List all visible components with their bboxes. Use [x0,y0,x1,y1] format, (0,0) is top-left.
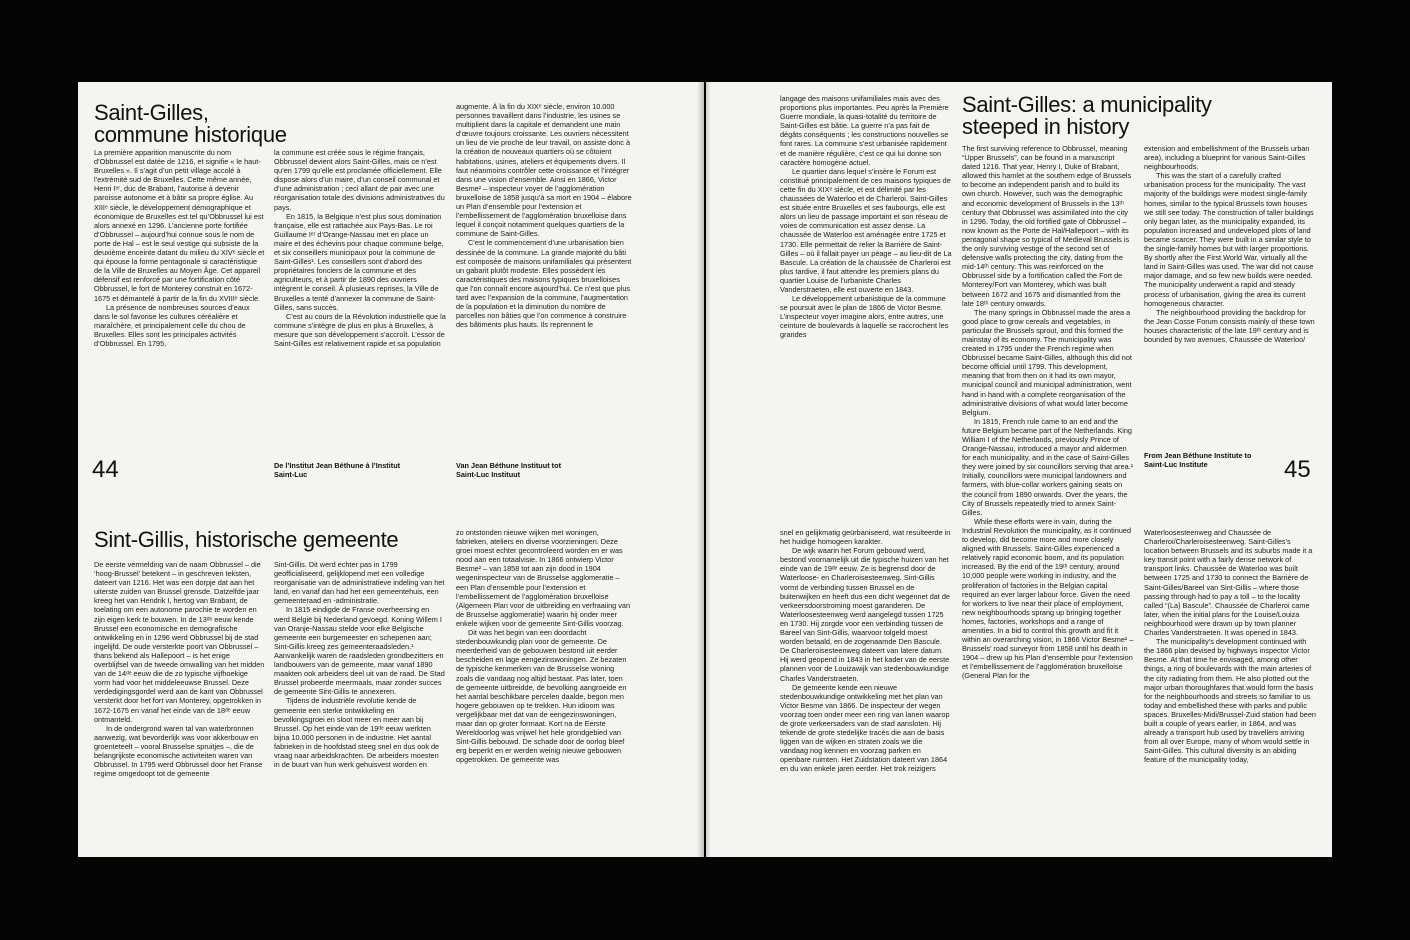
nl-cont-para: De wijk waarin het Forum gebouwd werd, bestond voornamelijk uit die typische huizen van het einde van de 19ᵈᵉ eeuw. Ze is begrensd door de Waterloose- en Charleroisesteenweg. Sint-Gillis vormt de verbinding tussen Brussel en de buitenwijken en heeft dus een dicht wegennet dat de verkeersdoorstroming moest garanderen. De Waterloosesteenweg werd aangelegd tussen 1725 en 1730. Hij zorgde voor een verbinding tussen de Bareel van Sint-Gillis, waarvoor tolgeld moest worden betaald, en de zogenaamde Den Bascule. De Charleroisesteenweg dateert van latere datum. Hij werd geopend in 1843 in het kader van de eerste plannen voor de Louizawijk van stedenbouwkundige Charles Vanderstraeten. [780,546,950,683]
page-number-right: 45 [1284,456,1311,483]
nl-col3-para: Dit was het begin van een doordacht stedenbouwkundig plan voor de gemeente. De meerderheid van de gebouwen bestond uit eerder bescheiden en lage eengezinswoningen. Ze bezaten de typische kenmerken van de Brusselse woning zoals die vandaag nog altijd bestaat. Pas later, toen de gemeente uitbreidde, de bevolking aangroeide en het aantal beschikbare percelen daalde, begon men hogere gebouwen op te trekken. Hun idioom was vergelijkbaar met dat van de eengezinswoningen, maar dan op groter formaat. Kort na de Eerste Wereldoorlog was vrijwel het hele grondgebied van Sint-Gillis bebouwd. De schade door de oorlog bleef erg beperkt en er werden weinig nieuwe gebouwen opgetrokken. De gemeente was [456,628,627,765]
en-title-line2: steeped in history [962,114,1130,139]
fr-cont-para: langage des maisons unifamiliales mais avec des proportions plus importantes. Peu après la Première Guerre mondiale, la quasi-totalité du territoire de Saint-Gilles est bâtie. La guerre n’a pas fait de dégâts conséquents ; les constructions nouvelles se font rares. La commune s’est urbanisée rapidement et de manière régulière, c’est ce qui lui donne son caractère homogène actuel. [780,94,949,167]
en-column-1 [962,144,1134,852]
fr-col1-para: La présence de nombreuses sources d’eaux dans le sol favorise les cultures céréalière et maraîchère, et principalement celle du chou de Bruxelles. Elles sont les principales activités d’Obbrussel. En 1795, [94,302,250,348]
nl-column-1 [94,560,266,852]
fr-col2-para: En 1815, la Belgique n’est plus sous domination française, elle est rattachée aux Pays-Bas. Le roi Guillaume Iᵉʳ d’Orange-Nassau met en place un maire et des échevins pour chaque commune belge, et six conseillers municipaux pour la commune de Saint-Gilles¹. Les conseillers sont d’abord des propriétaires fonciers de la commune et des agriculteurs, et à partir de 1890 des ouvriers intègrent le conseil. À plusieurs reprises, la Ville de Bruxelles a tenté d’annexer la commune de Saint-Gilles, sans succès. [274,211,444,312]
fr-title-line2: commune historique [94,122,287,147]
en-col2-para: extension and embellishment of the Brussels urban area), including a blueprint for various Saint-Gilles neighbourhoods. [1144,144,1310,172]
nl-col2-para: In 1815 eindigde de Franse overheersing en werd België bij Nederland gevoegd. Koning Willem I van Oranje-Nassau stelde voor elke Belgische gemeente een burgemeester en schepenen aan; Sint-Gillis kreeg zes gemeenteraadsleden.¹ Aanvankelijk waren de raadsleden grondbezitters en landbouwers van de gemeente, maar vanaf 1890 maakten ook arbeiders deel uit van de raad. De Stad Brussel probeerde meermaals, maar zonder succes de gemeente Sint-Gillis te annexeren. [274,605,445,697]
fr-cont-para: Le quartier dans lequel s’insère le Forum est constitué principalement de ces maisons typiques de cette fin du XIXᵉ siècle, et est délimité par les chaussées de Waterloo et de Charleroi. Saint-Gilles est située entre Bruxelles et ses faubourgs, elle est alors un lieu de passage important et son réseau de voies de communication est assez dense. La chaussée de Waterloo est aménagée entre 1725 et 1730. Elle permettait de relier la Barrière de Saint-Gilles – où il fallait payer un péage – au lieu-dit de La Bascule. La création de la chaussée de Charleroi est plus tardive, il faut attendre les premiers plans du quartier Louise de l’urbaniste Charles Vanderstraeten, elle est ouverte en 1843. [780,166,952,294]
en-column-2-lower [1144,528,1316,852]
nl-cont-para: snel en gelijkmatig geürbaniseerd, wat resulteerde in het huidige homogeen karakter. [780,528,951,547]
fr-column-3 [456,102,632,406]
nl-col3-para: zo ontstonden nieuwe wijken met woningen, fabrieken, ateliers en diverse voorzieningen. Deze groei moest echter gecontroleerd worden en er was nood aan een totaalvisie. In 1866 ontwierp Victor Besme² – van 1858 tot aan zijn dood in 1904 wegeninspecteur van de Brusselse agglomeratie – een Plan d’ensemble pour l’extension et l’embellissement de l’agglomération bruxelloise (Algemeen Plan voor de uitbreiding en verfraaiing van de Brusselse agglomeratie) waarin hij onder meer enkele wijken voor de gemeente Sint-Gillis voorzag. [456,528,631,628]
nl-title: Sint-Gillis, historische gemeente [94,527,399,552]
fr-col2-para: la commune est créée sous le régime français, Obbrussel devient alors Saint-Gilles, mais ce n’est qu’en 1799 qu’elle est proclamée officiellement. Elle dispose alors d’un maire, d’un conseil communal et d’une administration ; ceci allant de pair avec une réorganisation totale des divisions administratives du pays. [274,148,445,212]
en-col1-para: The first surviving reference to Obbrussel, meaning “Upper Brussels”, can be found in a manuscript dated 1216. That year, Henry I, Duke of Brabant, allowed this hamlet at the southern edge of Brussels to become an independent parish and to build its own church. However, such was the demographic and economic development of Brussels in the 13ᵗʰ century that Obbrussel was assimilated into the city in 1296. Today, the old fortified gate of Obbrussel – now known as the Porte de Hal/Hallepoort – with its pentagonal shape so typical of Medieval Brussels is the only surviving vestige of the second set of defensive walls protecting the city, dating from the mid-14ᵗʰ century. This was reinforced on the Obbrussel side by a fortification called the Fort de Monterey/Fort van Monterey, which was built between 1672 and 1675 and dismantled from the late 18ᵗʰ century onwards. [962,144,1132,308]
en-col2-lower-para: Waterloosesteenweg and Chaussée de Charleroi/Charleroisesteenweg. Saint-Gilles’s location between Brussels and its suburbs made it a key transit point with a fairly dense network of transport links. Chaussée de Waterloo was built between 1725 and 1730 to connect the Barrière de Saint-Gilles/Bareel van Sint-Gillis – where those passing through had to pay a toll – to the locality called “(La) Bascule”. Chaussée de Charleroi came later, when the initial plans for the Louise/Louiza neighbourhood were drawn up by town planner Charles Vanderstraeten. It was opened in 1843. [1144,528,1313,638]
page-number-left: 44 [92,456,119,483]
left-page [78,82,704,857]
book-gutter [697,82,711,857]
nl-col2-para: Sint-Gillis. Dit werd echter pas in 1799 geofficialiseerd, gelijklopend met een volledige reorganisatie van de administratieve indeling van het land, en vanaf dan had het een gemeentehuis, een gemeenteraad en -administratie. [274,560,445,606]
en-title [962,94,1212,138]
fr-cont-para: Le développement urbanistique de la commune se poursuit avec le plan de 1866 de Victor Besme. L’inspecteur voyer imagine alors, entre autres, une ceinture de boulevards à laquelle se raccrochent les grandes [780,294,949,340]
fr-col2-para: C’est au cours de la Révolution industrielle que la commune s’intègre de plus en plus à Bruxelles, à mesure que son développement s’accroît. L’essor de Saint-Gilles est relativement rapide et sa population [274,311,446,348]
fr-title-line1: Saint-Gilles, [94,100,209,125]
nl-column-3 [456,528,632,852]
en-col2-para: The neighbourhood providing the backdrop for the Jean Cosse Forum consists mainly of these town houses characteristic of the late 19ᵗʰ century and is bounded by two avenues, Chaussée de Waterloo/ [1144,307,1315,344]
nl-col1-para: De eerste vermelding van de naam Obbrussel – die ‘hoog-Brussel’ betekent – in geschreven teksten, dateert van 1216. Het was een dorpje dat aan het uiterste zuiden van Brussel grensde. Datzelfde jaar kreeg het van Hendrik I, hertog van Brabant, de toelating om een autonome parochie te worden en zijn eigen kerk te bouwen. In de 13ᵈᵉ eeuw kende Brussel een economische en demografische ontwikkeling en in 1296 werd Obbrussel bij de stad ingelijfd. De oude versterkte poort van Obbrussel – thans bekend als Hallepoort – is het enige overblijfsel van de tweede omwalling van het midden van de 14ᵈᵉ eeuw die de zo typische vijfhoekige vorm had voor het middeleeuwse Brussel. Deze verdedigingsgordel werd aan de kant van Obbrussel versterkt door het fort van Monterey, opgetrokken in 1672-1675 en vanaf het einde van de 18ᵈᵉ eeuw ontmanteld. [94,560,265,724]
fr-col3-para: C’est le commencement d’une urbanisation bien dessinée de la commune. La grande majorité du bâti est composée de maisons unifamiliales qui présentent un gabarit plutôt modeste. Elles possèdent les caractéristiques des maisons typiques bruxelloises que l’on connaît encore aujourd’hui. Ce n’est que plus tard avec l’expansion de la commune, l’augmentation de la population et la diminution du nombre de parcelles non bâties que l’on commence à construire des bâtiments plus hauts. Ils reprennent le [456,238,632,330]
en-title-line1: Saint-Gilles: a municipality [962,92,1212,117]
nl-column-2 [274,560,446,852]
right-page [706,82,1332,857]
en-col2-lower-para: The municipality’s development continued with the 1866 plan devised by highways inspector Victor Besme. At that time he envisaged, among other things, a ring of boulevards with the main arteries of the city radiating from them. He also plotted out the major urban thoroughfares that would form the basis for the neighbourhoods and streets so familiar to us today and embellished these with parks and public spaces. Bruxelles-Midi/Brussel-Zuid station had been built a couple of years earlier, in 1864, and was already a transport hub used by travellers arriving from all over Europe, many of whom would settle in Saint-Gilles. This cultural diversity is an abiding feature of the municipality today, [1144,637,1316,765]
nl-col2-para: Tijdens de industriële revolutie kende de gemeente een sterke ontwikkeling en bevolkingsgroei en sloot meer en meer aan bij Brussel. Op het einde van de 19ᵈᵉ eeuw werkten bijna 10.000 personen in de industrie. Het aantal fabrieken in de hoofdstad steeg snel en dus ook de vraag naar arbeidskrachten. De arbeiders moesten in de buurt van hun werk gehuisvest worden en [274,696,440,770]
fr-continued-column [780,94,952,386]
running-head-nl: Van Jean Béthune Instituut tot Saint-Luc Instituut [456,461,561,479]
fr-col3-para: augmente. À la fin du XIXᵉ siècle, environ 10.000 personnes travaillent dans l’industrie, les usines se multiplient dans la capitale et demandent une main d’œuvre toujours croissante. Les ouvriers nécessitent un lieu de vie proche de leur travail, on assiste donc à la création de nouveaux quartiers où se côtoient habitations, usines, ateliers et équipements divers. Il faut néanmoins contrôler cette croissance et l’intégrer dans une vision d’ensemble. Ainsi en 1866, Victor Besme² – inspecteur voyer de l’agglomération bruxelloise de 1858 jusqu’à sa mort en 1904 – élabore un Plan d’ensemble pour l’extension et l’embellissement de l’agglomération bruxelloise dans lequel il conçoit notamment quelques quartiers de la commune de Saint-Gilles. [456,102,632,239]
en-col1-para: The many springs in Obbrussel made the area a good place to grow cereals and vegetables, in particular the Brussels sprout, and this formed the mainstay of its economy. The municipality was created in 1795 under the French regime when Obbrussel became Saint-Gilles, although this did not become official until 1799. This development, meaning that from then on it had its own mayor, municipal council and municipal administration, went hand in hand with a complete reorganisation of the administrative divisions of what would later become Belgium. [962,307,1132,417]
nl-col1-para: In de ondergrond waren tal van waterbronnen aanwezig, wat bevorderlijk was voor akkerbouw en groenteteelt – vooral Brusselse spruitjes –, die de belangrijkste economische activiteiten waren van Obbrussel. In 1795 werd Obbrussel door het Franse regime omgedoopt tot de gemeente [94,723,263,779]
en-col2-para: This was the start of a carefully crafted urbanisation process for the municipality. The vast majority of the buildings were modest single-family homes, similar to the typical Brussels town houses we still see today. The construction of taller buildings only began later, as the municipality expanded, its population increased and undeveloped plots of land became scarcer. They were built in a similar style to the single-family homes but with larger proportions. By shortly after the First World War, virtually all the land in Saint-Gilles was used. The war did not cause major damage, and so few new builds were needed. The municipality underwent a rapid and steady process of urbanisation, giving the area its current homogeneous character. [1144,171,1314,308]
running-head-fr: De l’Institut Jean Béthune à l’Institut Saint-Luc [274,461,401,479]
nl-continued-column [780,528,952,852]
nl-cont-para: De gemeente kende een nieuwe stedenbouwkundige ontwikkeling met het plan van Victor Besme van 1866. De inspecteur der wegen voorzag toen onder meer een ring van lanen waarop de grote verkeersaders van de stad aansloten. Hij tekende de grote stedelijke tracés die aan de basis liggen van de wijken en straten zoals we die vandaag nog kennen en voorzag parken en openbare ruimten. Het Zuidstation dateert van 1864 en du van enkele jaren eerder. Het trok reizigers [780,682,950,774]
en-col1-para: In 1815, French rule came to an end and the future Belgium became part of the Netherlands. King William I of the Netherlands, previously Prince of Orange-Nassau, introduced a mayor and aldermen for each municipality, and in the case of Saint-Gilles they were joined by six councillors serving that area.¹ Initially, councillors were municipal landowners and farmers, with blue-collar workers gaining seats on the council from 1890 onwards. Over the years, the City of Brussels repeatedly tried to annex Saint-Gilles. [962,416,1134,517]
fr-column-1 [94,148,266,406]
fr-column-2 [274,148,446,406]
fr-col1-para: La première apparition manuscrite du nom d’Obbrussel est datée de 1216, et signifie « le haut-Bruxelles ». Il s’agit d’un petit village accolé à l’extrémité sud de Bruxelles. Cette même année, Henri Iᵉʳ, duc de Brabant, l’autorise à devenir paroisse autonome et à bâtir sa propre église. Au XIIIᵉ siècle, le développement démographique et économique de Bruxelles est tel qu’Obbrussel lui est alors annexé en 1296. L’ancienne porte fortifiée d’Obbrussel – aujourd’hui connue sous le nom de porte de Hal – est le seul vestige qui subsiste de la deuxième enceinte datant du milieu du XIVᵉ siècle et qui épouse la forme pentagonale si caractéristique de la Ville de Bruxelles au Moyen Âge. Cet appareil défensif est renforcé par une fortification côté Obbrussel, le fort de Monterey construit en 1672-1675 et démantelé à partir de la fin du XVIIIᵉ siècle. [94,148,265,303]
fr-title [94,102,287,146]
running-head-en: From Jean Béthune Institute to Saint-Luc Institute [1144,451,1252,469]
en-col1-para: While these efforts were in vain, during the Industrial Revolution the municipality, as it continued to develop, did become more and more closely aligned with Brussels. Saint-Gilles experienced a relatively rapid economic boom, and its population increased. By the end of the 19ᵗʰ century, around 10,000 people were working in industry, and the proliferation of factories in the Belgian capital required an ever larger labour force. Given the need for workers to live near their place of employment, new neighbourhoods sprang up bringing together homes, factories, workshops and a range of amenities. In a bid to control this growth and fit it within an overarching vision, in 1866 Victor Besme² – Brussels’ road surveyor from 1858 until his death in 1904 – drew up his Plan d’ensemble pour l’extension et l’embellissement de l’agglomération bruxelloise (General Plan for the [962,516,1134,681]
en-column-2 [1144,144,1316,406]
